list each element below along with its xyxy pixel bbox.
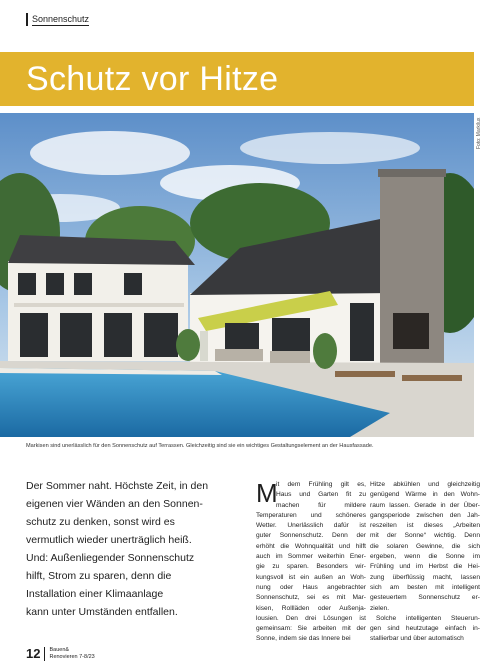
intro-line: hilft, Strom zu sparen, denn die — [26, 570, 172, 582]
col1-line: Wetter. Unerlässlich dafür ist — [256, 522, 366, 530]
section-label — [26, 13, 89, 26]
col1-line: Temperaturen und schöneres — [256, 511, 366, 519]
col2-line: ergeben, wenn die Sonne im — [370, 553, 480, 561]
col1-line: it dem Frühling gilt es, — [276, 481, 366, 488]
photo-caption: Markisen sind unerlässlich für den Sonnenschutz auf Terrassen. Gleichzeitig sind sie ein wichtiges Gestaltungselement an der Hausfassade. — [26, 443, 374, 449]
col2-line: die solaren Gewinne, die sich — [370, 542, 480, 550]
photo-credit — [474, 113, 500, 173]
intro-line: Und: Außenliegender Sonnenschutz — [26, 552, 195, 564]
magazine-line-2: Renovieren 7-8/23 — [49, 653, 95, 660]
title-band — [0, 52, 474, 106]
intro-line: schutz zu denken, sonst wird es — [26, 516, 175, 528]
section-marker — [26, 13, 28, 26]
magazine-line-1: Bauen& — [49, 647, 70, 653]
col1-line: Sonnenschutz, sei es mit Mar- — [256, 594, 366, 602]
col2-line: genügend Wärme in den Wohn- — [370, 491, 480, 499]
col1-line: kungsvoll ist ein außen an Woh- — [256, 573, 366, 581]
intro-line: Installation einer Klimaanlage — [26, 588, 164, 600]
col1-line: lousien. Den drei Lösungen ist — [256, 614, 366, 622]
intro-line: vermutlich wieder unerträglich heiß. — [26, 534, 192, 546]
intro-line: Der Sommer naht. Höchste Zeit, in den — [26, 480, 209, 492]
col1-line: Haus und Garten fit zu — [276, 491, 366, 499]
col1-line: erhöht die Wohnqualität und hilft — [256, 542, 366, 550]
intro-line: kann unter Umständen entfallen. — [26, 606, 178, 618]
drop-cap: M — [256, 478, 278, 508]
col1-line: gie zu sparen. Besonders wir- — [256, 563, 366, 571]
col2-line: reszeiten ist dieses „Arbeiten — [370, 522, 480, 530]
col2-line: Hitze abkühlen und gleichzeitig — [370, 481, 480, 488]
col1-line: nung oder Haus angebrachter — [256, 583, 366, 591]
section-name: Sonnenschutz — [32, 13, 90, 24]
footer-divider — [44, 647, 45, 661]
photo-credit-text: Foto: Markilux — [476, 117, 482, 149]
col2-line: stallierbar und über automatisch — [370, 635, 464, 643]
hero-photo — [0, 113, 474, 437]
col1-line: kisen, Rollläden oder Außenja- — [256, 604, 366, 612]
col2-line: gangsperiode zwischen den Jah- — [370, 511, 480, 519]
page-number: 12 — [26, 646, 41, 661]
article-title: Schutz vor Hitze — [26, 60, 279, 98]
col2-line: gen sind heutzutage einfach in- — [370, 625, 480, 633]
col1-line: machen für mildere — [276, 501, 366, 509]
magazine-name — [49, 647, 94, 660]
col1-line: auch im Sommer weiterhin Ener- — [256, 553, 366, 561]
col2-line: raum lassen. Gerade in der Über- — [370, 501, 480, 509]
col1-line: gemeinsam: Sie arbeiten mit der — [256, 625, 366, 633]
col2-line: Solche intelligenten Steuerun- — [376, 614, 480, 622]
col1-line: Sonne, indem sie das Innere bei — [256, 635, 351, 643]
col2-line: zielen. — [370, 604, 390, 612]
body-column-2 — [370, 480, 480, 645]
body-column-1 — [256, 480, 366, 645]
col2-line: mit der Sonne“ wichtig. Denn — [370, 532, 480, 540]
col2-line: sich am besten mit intelligent — [370, 583, 480, 591]
intro-line: eigenen vier Wänden an den Sonnen- — [26, 498, 203, 510]
intro-paragraph — [26, 477, 246, 621]
col2-line: gesteuertem Sonnenschutz er- — [370, 594, 480, 602]
col1-line: guter Sonnenschutz. Denn der — [256, 532, 366, 540]
col2-line: Frühling und im Herbst die Hei- — [370, 563, 480, 571]
col2-line: zung überflüssig macht, lassen — [370, 573, 480, 581]
page-footer — [26, 646, 95, 661]
